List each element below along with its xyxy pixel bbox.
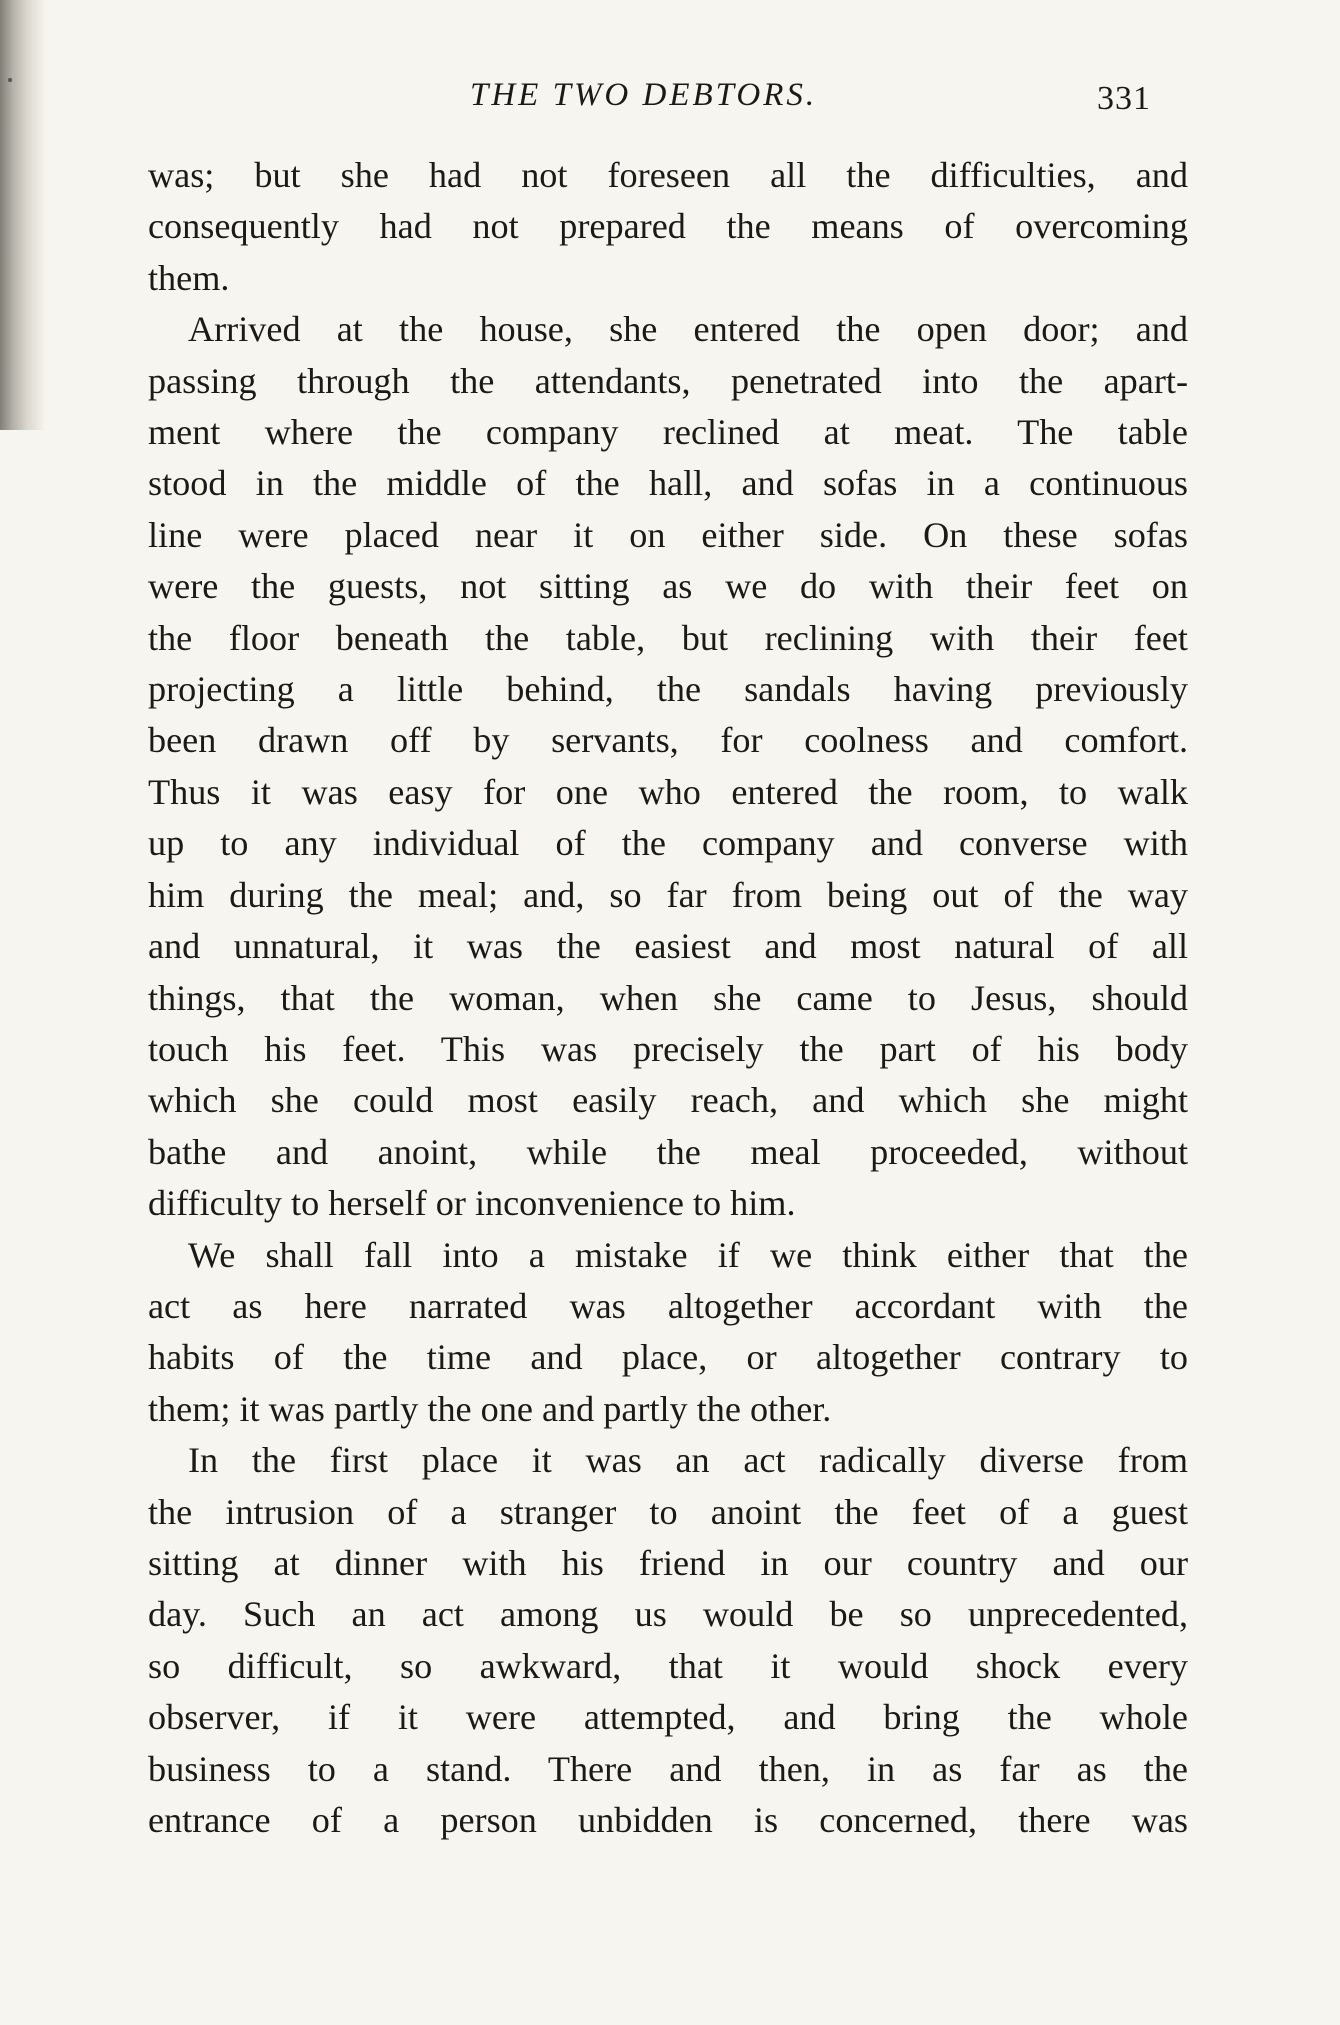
- text-line: Arrived at the house, she entered the open door; and: [188, 309, 1188, 350]
- text-line: him during the meal; and, so far from being out of the way: [148, 874, 1188, 915]
- text-line: them; it was partly the one and partly the other.: [148, 1388, 832, 1429]
- text-line: We shall fall into a mistake if we think either that the: [188, 1234, 1188, 1275]
- text-line: projecting a little behind, the sandals having previously: [148, 669, 1188, 710]
- page-header: [0, 70, 1340, 120]
- text-line: up to any individual of the company and converse with: [148, 823, 1188, 864]
- text-line: the intrusion of a stranger to anoint the feet of a guest: [148, 1491, 1188, 1532]
- text-line: entrance of a person unbidden is concerned, there was: [148, 1800, 1188, 1840]
- text-line: were the guests, not sitting as we do with their feet on: [148, 566, 1188, 607]
- binding-shadow: [0, 0, 46, 430]
- text-line: ment where the company reclined at meat. The table: [148, 412, 1188, 453]
- paragraph: [148, 150, 1188, 304]
- text-line: act as here narrated was altogether accordant with the: [148, 1285, 1188, 1326]
- text-line: them.: [148, 257, 230, 298]
- page-number: 331: [1097, 80, 1151, 117]
- text-line: was; but she had not foreseen all the difficulties, and: [148, 155, 1188, 195]
- text-line: and unnatural, it was the easiest and most natural of all: [148, 926, 1188, 967]
- text-line: consequently had not prepared the means of overcoming: [148, 206, 1188, 247]
- text-line: which she could most easily reach, and which she might: [148, 1080, 1188, 1121]
- text-line: stood in the middle of the hall, and sofas in a continuous: [148, 463, 1188, 504]
- text-line: difficulty to herself or inconvenience to him.: [148, 1183, 796, 1224]
- paragraph: [148, 1230, 1188, 1436]
- text-line: line were placed near it on either side. On these sofas: [148, 514, 1188, 555]
- text-line: bathe and anoint, while the meal proceeded, without: [148, 1131, 1188, 1172]
- text-line: Thus it was easy for one who entered the room, to walk: [148, 771, 1188, 812]
- text-line: things, that the woman, when she came to Jesus, should: [148, 977, 1188, 1018]
- text-line: business to a stand. There and then, in as far as the: [148, 1748, 1188, 1789]
- paragraph: [148, 304, 1188, 1229]
- text-line: In the first place it was an act radically diverse from: [188, 1440, 1188, 1481]
- text-line: been drawn off by servants, for coolness and comfort.: [148, 720, 1188, 761]
- text-line: the floor beneath the table, but reclining with their feet: [148, 617, 1188, 658]
- body-text: [148, 150, 1188, 1846]
- text-line: passing through the attendants, penetrated into the apart-: [148, 360, 1188, 401]
- text-line: observer, if it were attempted, and bring the whole: [148, 1697, 1188, 1738]
- text-line: day. Such an act among us would be so unprecedented,: [148, 1594, 1188, 1635]
- text-line: habits of the time and place, or altogether contrary to: [148, 1337, 1188, 1378]
- text-line: touch his feet. This was precisely the part of his body: [148, 1028, 1188, 1069]
- text-line: sitting at dinner with his friend in our country and our: [148, 1542, 1188, 1583]
- running-head: THE TWO DEBTORS.: [470, 77, 818, 113]
- text-line: so difficult, so awkward, that it would shock every: [148, 1645, 1188, 1686]
- paragraph: [148, 1435, 1188, 1846]
